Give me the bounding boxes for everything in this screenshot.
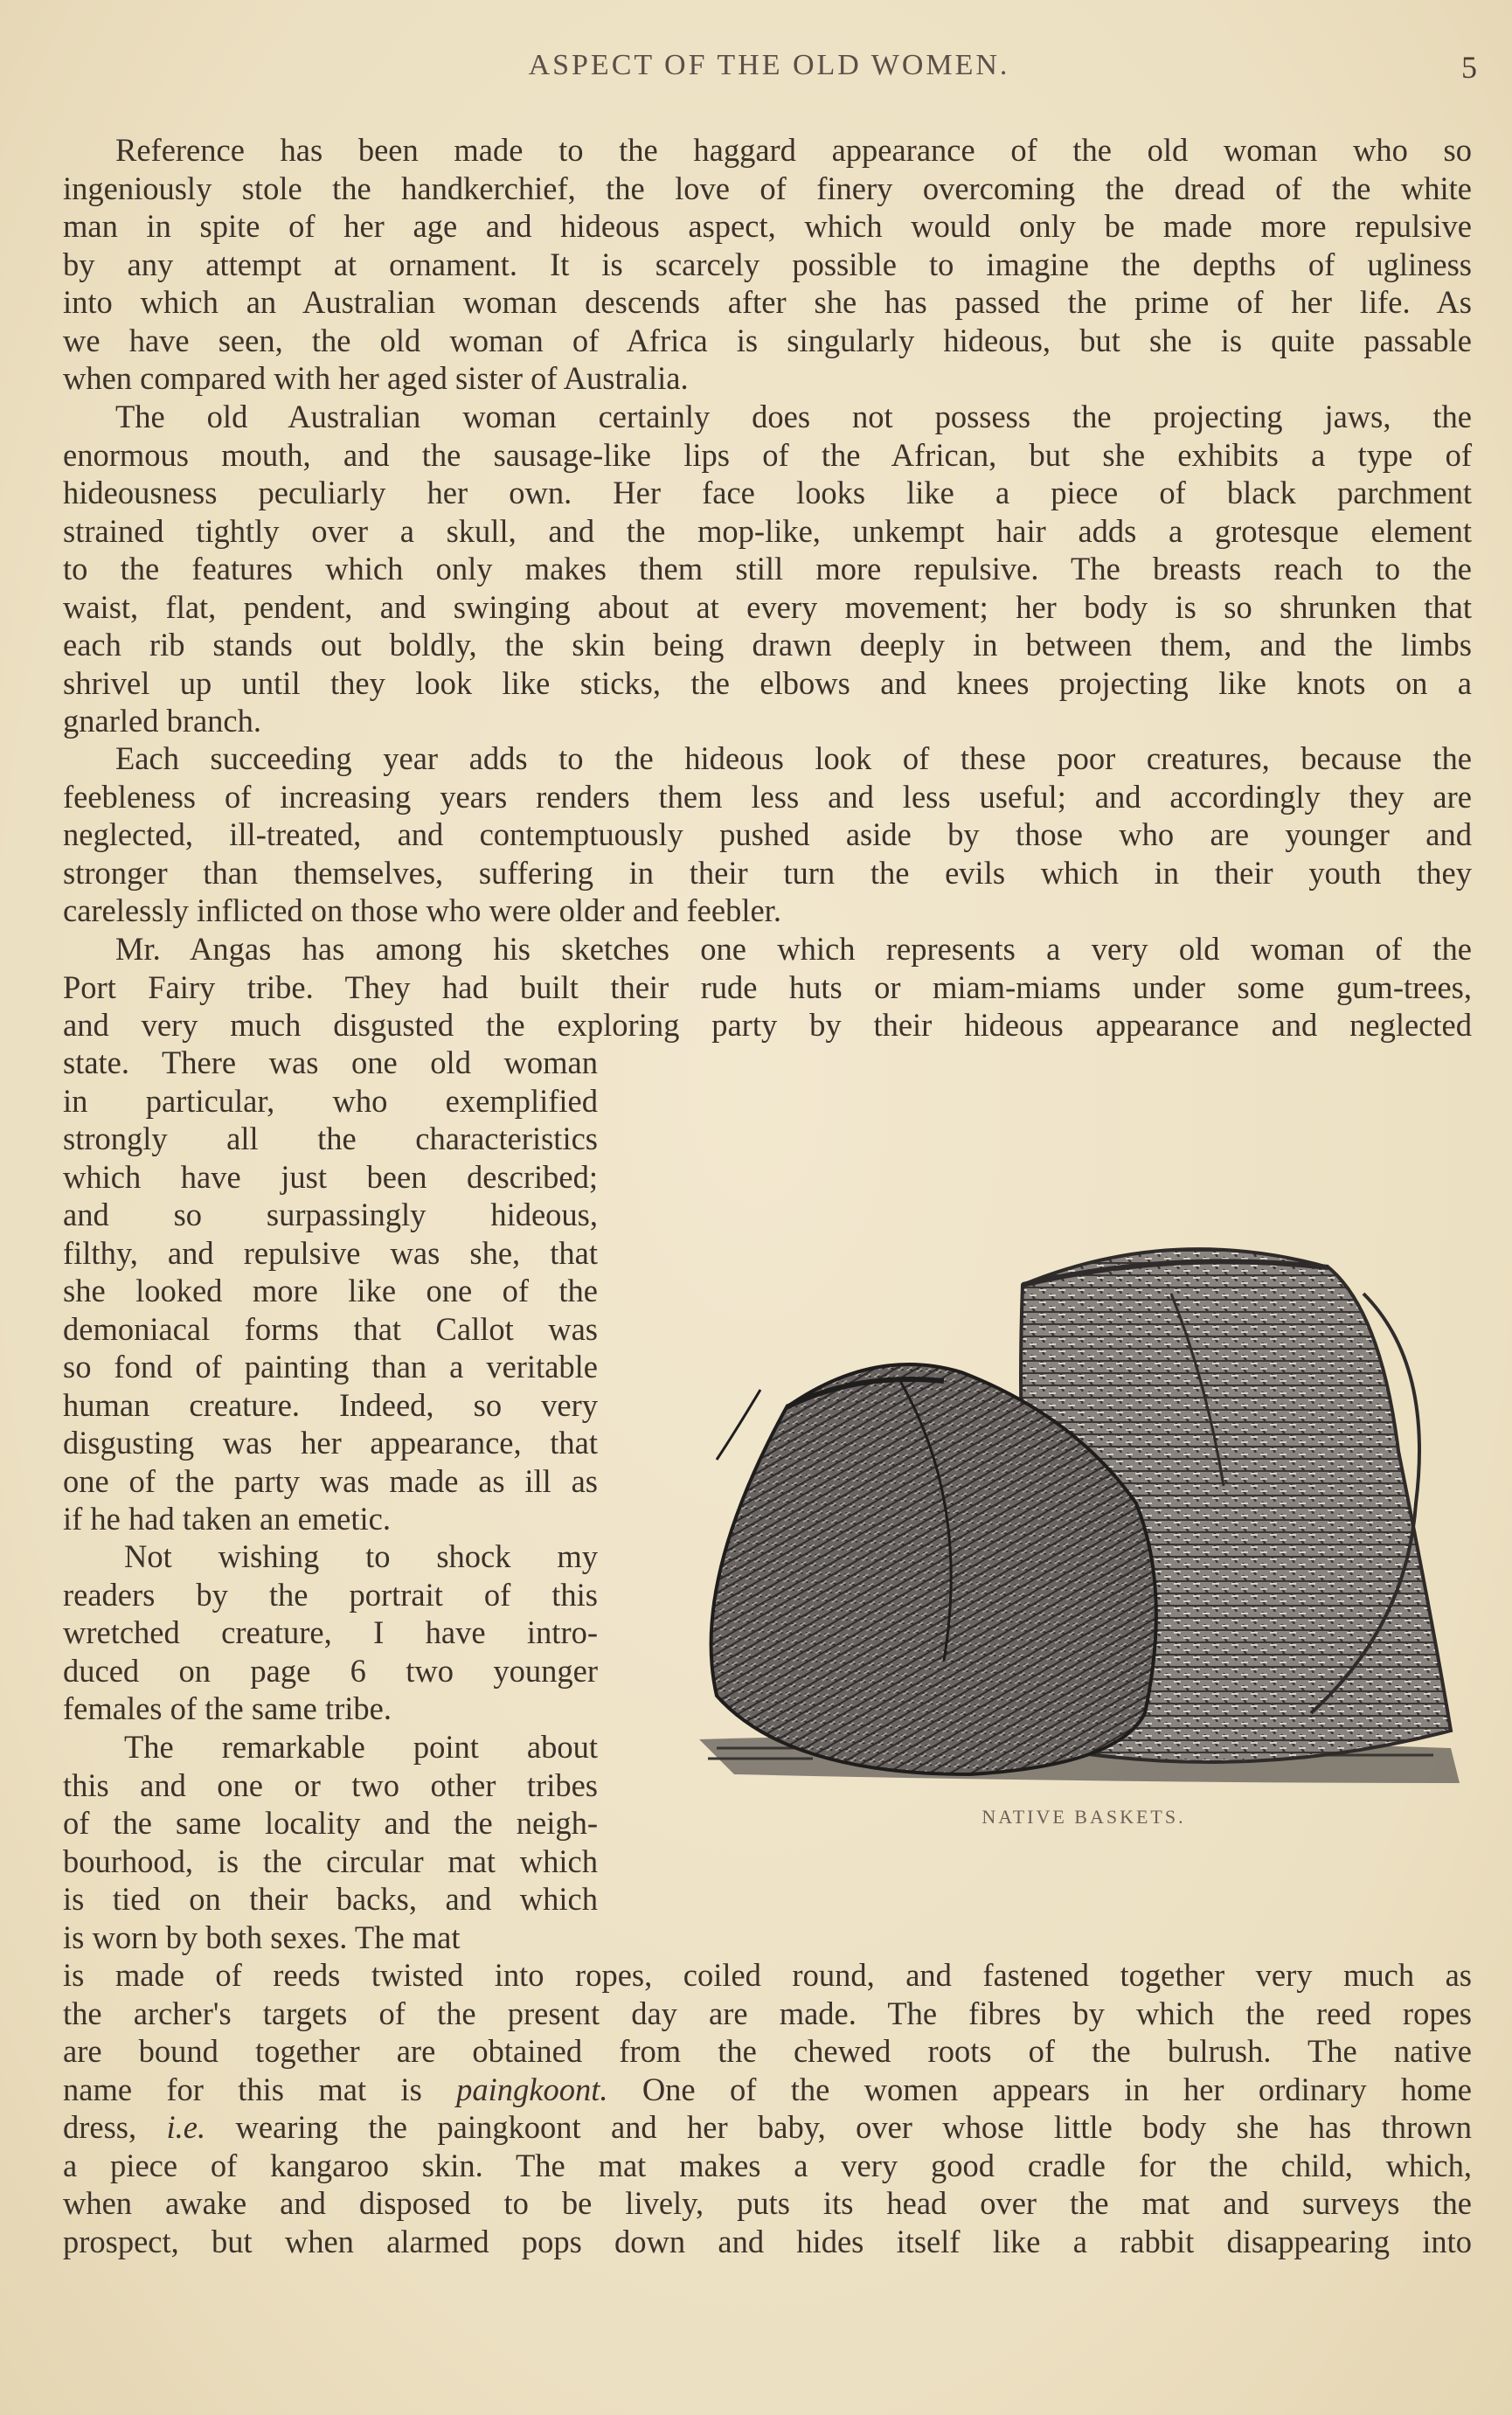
baskets-engraving xyxy=(682,1171,1486,1818)
text-line: demoniacal forms that Callot was xyxy=(63,1310,598,1347)
text-line: readers by the portrait of this xyxy=(63,1576,598,1613)
text-line: prospect, but when alarmed pops down and hides itself like a rabbit disappearing into xyxy=(63,2223,1472,2259)
text-line: females of the same tribe. xyxy=(63,1690,392,1726)
text-line: a piece of kangaroo skin. The mat makes a very good cradle for the child, which, xyxy=(63,2147,1472,2183)
paragraph-6-full xyxy=(63,1956,1472,2260)
text-line: by any attempt at ornament. It is scarcely possible to imagine the depths of ugliness xyxy=(63,246,1472,282)
text-line: Port Fairy tribe. They had built their rude huts or miam-miams under some gum-trees, xyxy=(63,968,1472,1005)
text-line: each rib stands out boldly, the skin being drawn deeply in between them, and the limbs xyxy=(63,627,1472,663)
text-line: so fond of painting than a veritable xyxy=(63,1349,598,1384)
native-baskets-figure xyxy=(682,1171,1486,1818)
text-segment: One of the women appears in her ordinary home xyxy=(642,2071,1472,2107)
text-line: wretched creature, I have intro- xyxy=(63,1614,598,1650)
text-line: duced on page 6 two younger xyxy=(63,1652,598,1689)
text-line: she looked more like one of the xyxy=(63,1273,598,1308)
text-line: which have just been described; xyxy=(63,1158,598,1195)
italic-term: paingkoont. xyxy=(456,2071,608,2107)
text-line: is made of reeds twisted into ropes, coiled round, and fastened together very much as xyxy=(63,1957,1472,1993)
text-line: into which an Australian woman descends after she has passed the prime of her life. As xyxy=(63,284,1472,320)
text-line: Not wishing to shock my xyxy=(124,1538,598,1574)
text-line: waist, flat, pendent, and swinging about at every movement; her body is so shrunken that xyxy=(63,588,1472,625)
text-segment: dress, xyxy=(63,2109,137,2145)
text-line: the archer's targets of the present day are made. The fibres by which the reed ropes xyxy=(63,1995,1472,2031)
text-line xyxy=(63,2071,1472,2109)
paragraph-4-narrow xyxy=(63,1044,598,1538)
text-line: disgusting was her appearance, that xyxy=(63,1425,598,1461)
text-line: in particular, who exemplified xyxy=(63,1082,598,1119)
figure-caption: NATIVE BASKETS. xyxy=(981,1806,1186,1828)
paragraph-1 xyxy=(63,131,1472,398)
text-line: if he had taken an emetic. xyxy=(63,1501,391,1537)
page-header xyxy=(61,49,1477,93)
text-line: carelessly inflicted on those who were older and feebler. xyxy=(63,892,781,928)
paragraph-5 xyxy=(63,1537,598,1728)
text-line: we have seen, the old woman of Africa is singularly hideous, but she is quite passable xyxy=(63,322,1472,358)
text-line: feebleness of increasing years renders them less and less useful; and accordingly they are xyxy=(63,778,1472,815)
text-line xyxy=(63,2108,1472,2147)
text-line: stronger than themselves, suffering in their turn the evils which in their youth they xyxy=(63,854,1472,891)
paragraph-4-full xyxy=(63,930,1472,1044)
text-line: shrivel up until they look like sticks, the elbows and knees projecting like knots on a xyxy=(63,664,1472,701)
text-line: neglected, ill-treated, and contemptuously pushed aside by those who are younger and xyxy=(63,816,1472,852)
text-line: ingeniously stole the handkerchief, the love of finery overcoming the dread of the white xyxy=(63,170,1472,206)
text-line: of the same locality and the neigh- xyxy=(63,1805,598,1841)
text-line: one of the party was made as ill as xyxy=(63,1462,598,1499)
text-line: man in spite of her age and hideous aspect, which would only be made more repulsive xyxy=(63,208,1472,244)
text-line: and very much disgusted the exploring party by their hideous appearance and neglected xyxy=(63,1007,1472,1043)
text-line: when compared with her aged sister of Australia. xyxy=(63,360,689,396)
paragraph-2 xyxy=(63,398,1472,740)
text-line: Mr. Angas has among his sketches one which represents a very old woman of the xyxy=(115,931,1472,967)
text-line: bourhood, is the circular mat which xyxy=(63,1842,598,1879)
text-segment: wearing the paingkoont and her baby, over whose little body she has thrown xyxy=(235,2109,1473,2145)
running-head: ASPECT OF THE OLD WOMEN. xyxy=(528,49,1010,81)
text-line: state. There was one old woman xyxy=(63,1044,598,1080)
italic-term: i.e. xyxy=(166,2109,206,2145)
text-line: is tied on their backs, and which xyxy=(63,1881,598,1917)
text-line: are bound together are obtained from the chewed roots of the bulrush. The native xyxy=(63,2033,1472,2069)
text-line: hideousness peculiarly her own. Her face looks like a piece of black parchment xyxy=(63,475,1472,510)
text-line: is worn by both sexes. The mat xyxy=(63,1919,461,1955)
text-line: strongly all the characteristics xyxy=(63,1121,598,1156)
text-line: human creature. Indeed, so very xyxy=(63,1386,598,1423)
text-line: Reference has been made to the haggard appearance of the old woman who so xyxy=(115,132,1472,168)
text-line: The remarkable point about xyxy=(124,1729,598,1765)
text-line: strained tightly over a skull, and the mop-like, unkempt hair adds a grotesque element xyxy=(63,512,1472,549)
text-line: when awake and disposed to be lively, puts its head over the mat and surveys the xyxy=(63,2185,1472,2221)
text-line: filthy, and repulsive was she, that xyxy=(63,1234,598,1271)
text-line: and so surpassingly hideous, xyxy=(63,1197,598,1232)
page-number: 5 xyxy=(1461,50,1477,85)
text-line: enormous mouth, and the sausage-like lips of the African, but she exhibits a type of xyxy=(63,436,1472,473)
text-line: gnarled branch. xyxy=(63,703,262,739)
text-segment: name for this mat is xyxy=(63,2071,422,2107)
text-line: The old Australian woman certainly does not possess the projecting jaws, the xyxy=(115,399,1472,434)
text-line: this and one or two other tribes xyxy=(63,1766,598,1803)
paragraph-3 xyxy=(63,739,1472,930)
text-line: Each succeeding year adds to the hideous look of these poor creatures, because the xyxy=(115,740,1472,776)
paragraph-6-narrow xyxy=(63,1728,598,1956)
text-line: to the features which only makes them still more repulsive. The breasts reach to the xyxy=(63,551,1472,586)
